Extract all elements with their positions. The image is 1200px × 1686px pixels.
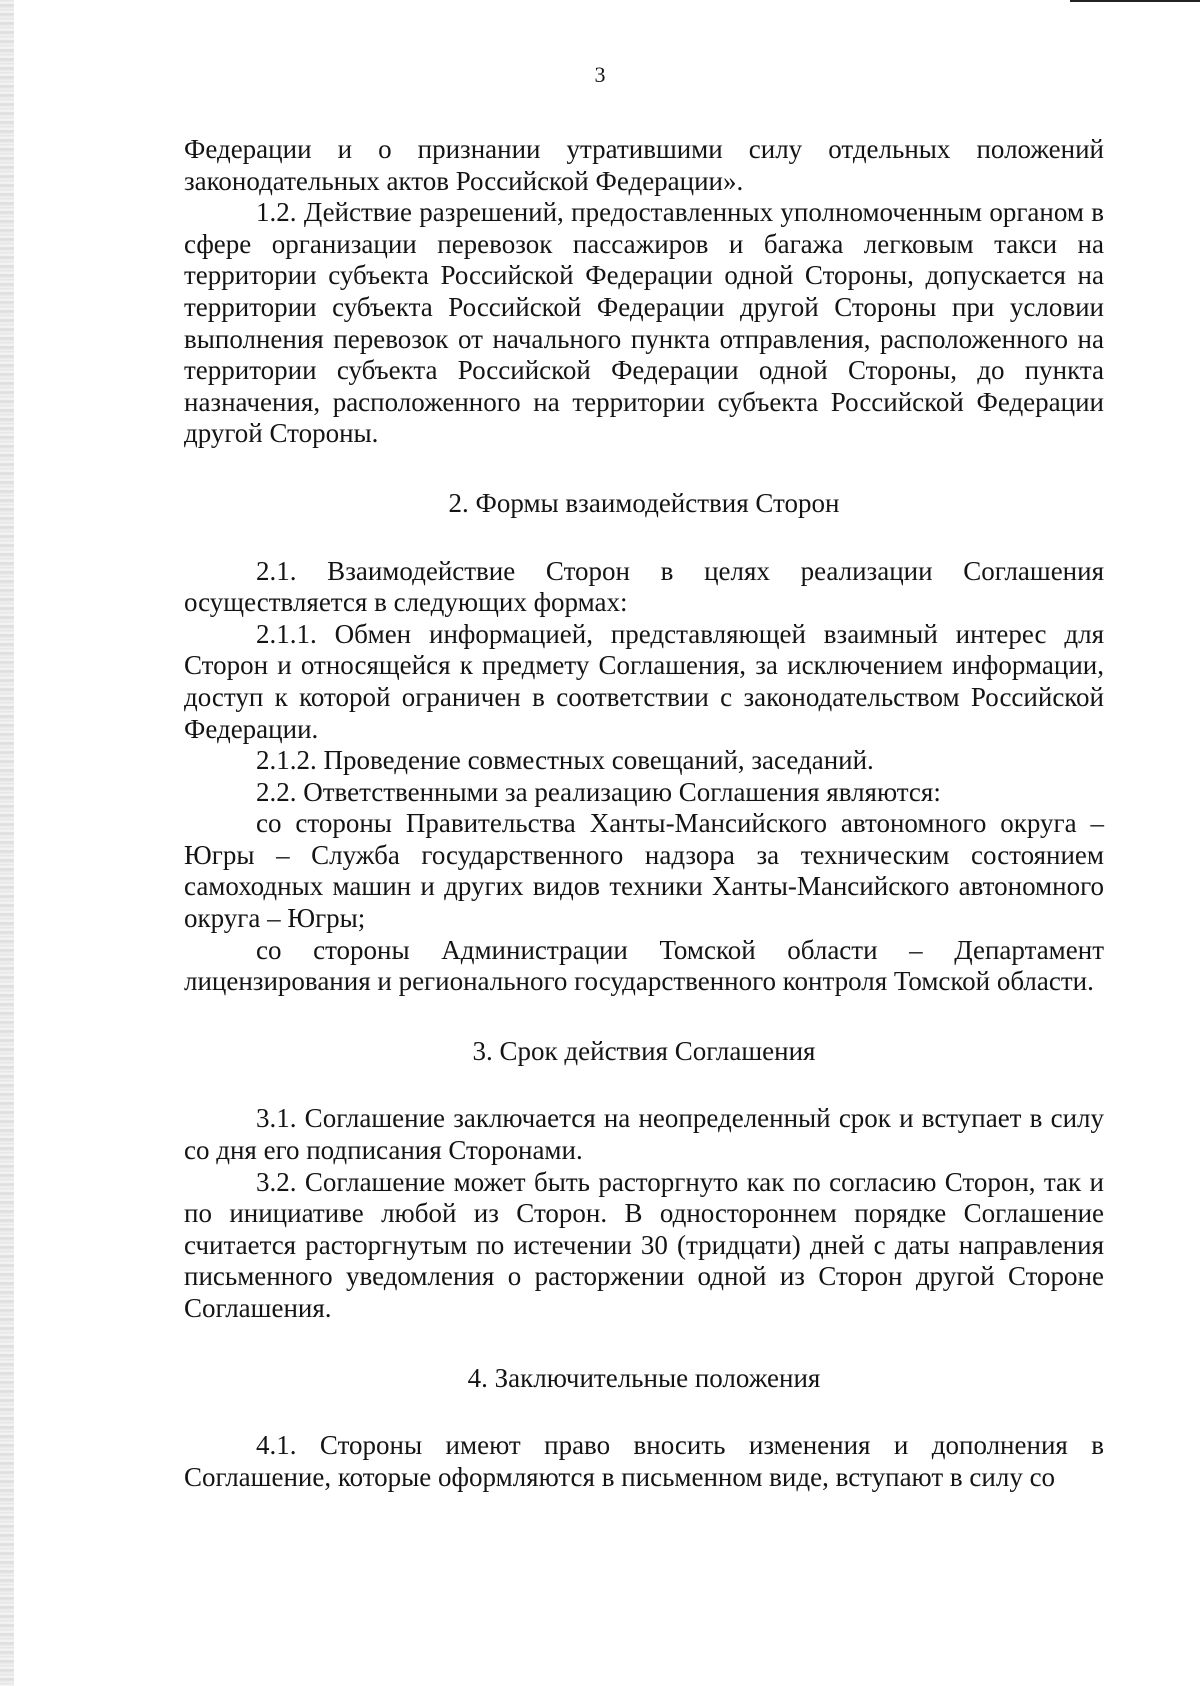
- paragraph-2-1: 2.1. Взаимодействие Сторон в целях реализации Соглашения осуществляется в следующих формах:: [184, 555, 1104, 618]
- page-number: 3: [594, 62, 606, 87]
- scan-top-rule: [1070, 0, 1200, 2]
- paragraph-3-1: 3.1. Соглашение заключается на неопределенный срок и вступает в силу со дня его подписания Сторонами.: [184, 1103, 1104, 1166]
- paragraph-2-1-1: 2.1.1. Обмен информацией, представляющей взаимный интерес для Сторон и относящейся к предмету Соглашения, за исключением информации, доступ к которой ограничен в соответствии с законодательством Российской Федерации.: [184, 618, 1104, 744]
- section-heading-3: 3. Срок действия Соглашения: [472, 1035, 816, 1066]
- paragraph-2-2: 2.2. Ответственными за реализацию Соглашения являются:: [256, 776, 941, 807]
- scan-edge-artifact: [0, 0, 14, 1686]
- paragraph-continuation: Федерации и о признании утратившими силу отдельных положений законодательных актов Российской Федерации».: [184, 134, 1104, 196]
- paragraph-4-1: 4.1. Стороны имеют право вносить изменения и дополнения в Соглашение, которые оформляются в письменном виде, вступают в силу со: [184, 1430, 1104, 1492]
- paragraph-2-1-2: 2.1.2. Проведение совместных совещаний, заседаний.: [256, 745, 874, 776]
- section-heading-4: 4. Заключительные положения: [467, 1362, 821, 1393]
- paragraph-1-2: 1.2. Действие разрешений, предоставленных уполномоченным органом в сфере организации перевозок пассажиров и багажа легковым такси на территории субъекта Российской Федерации одной Стороны, допускается на территории субъекта Российской Федерации другой Стороны при условии выполнения перевозок от начального пункта отправления, расположенного на территории субъекта Российской Федерации одной Стороны, до пункта назначения, расположенного на территории субъекта Российской Федерации другой Стороны.: [184, 197, 1104, 449]
- section-heading-2: 2. Формы взаимодействия Сторон: [448, 487, 840, 518]
- paragraph-responsible-khmao: со стороны Правительства Ханты-Мансийского автономного округа – Югры – Служба государственного надзора за техническим состоянием самоходных машин и других видов техники Ханты-Мансийского автономного округа – Югры;: [184, 808, 1104, 934]
- paragraph-responsible-tomsk: со стороны Администрации Томской области – Департамент лицензирования и регионального государственного контроля Томской области.: [184, 934, 1104, 997]
- document-body: [184, 134, 1104, 1493]
- paragraph-3-2: 3.2. Соглашение может быть расторгнуто как по согласию Сторон, так и по инициативе любой из Сторон. В одностороннем порядке Соглашение считается расторгнутым по истечении 30 (тридцати) дней с даты направления письменного уведомления о расторжении одной из Сторон другой Стороне Соглашения.: [184, 1166, 1104, 1323]
